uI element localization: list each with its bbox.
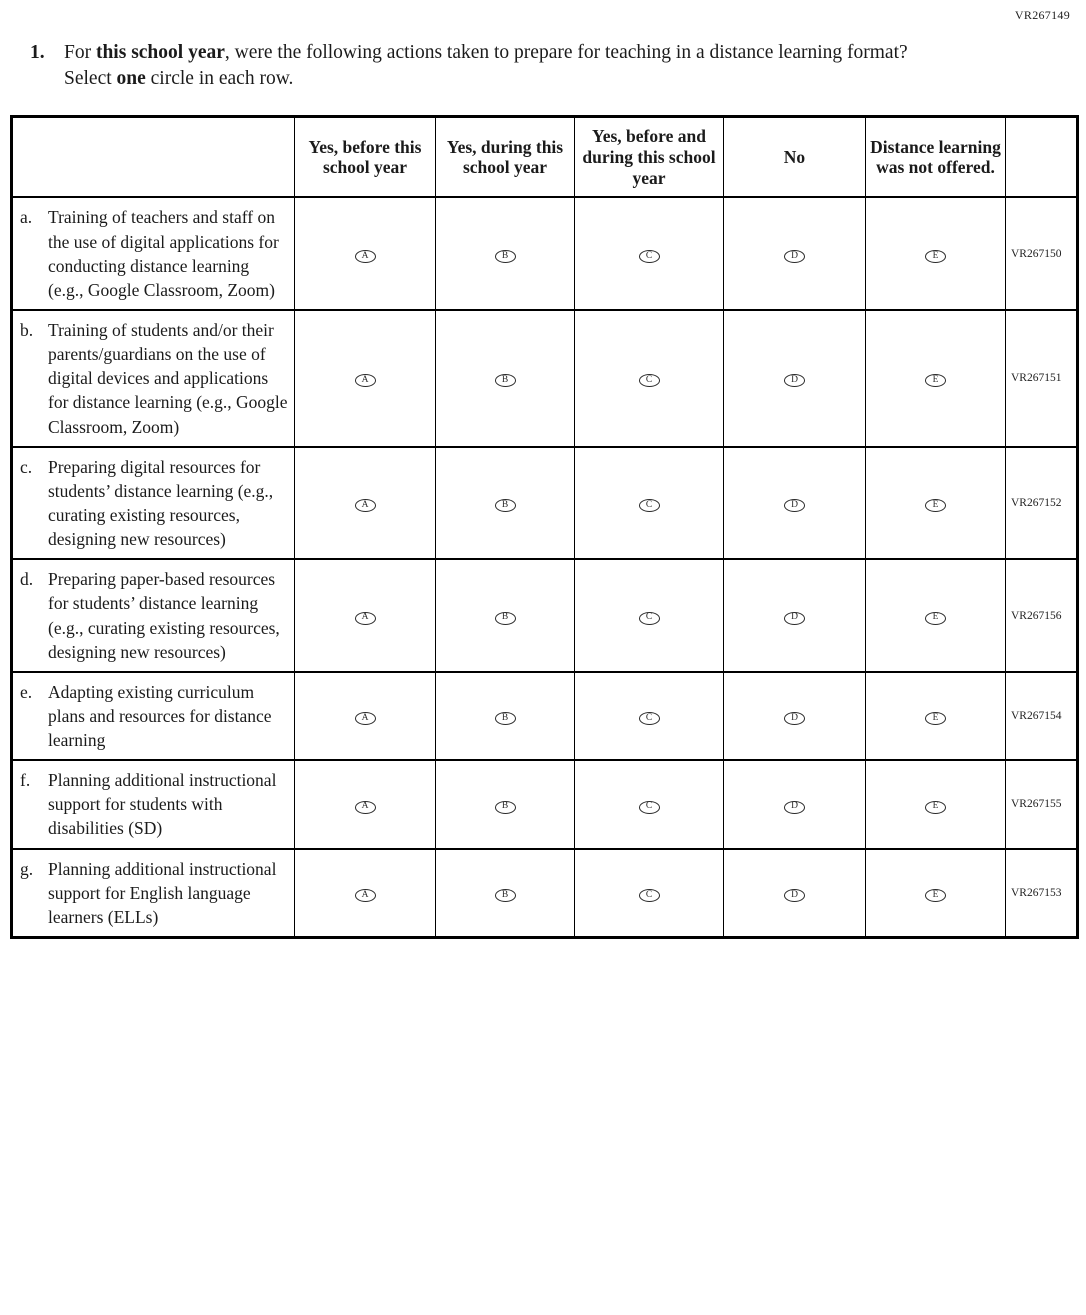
option-bubble-c[interactable]: C [639, 374, 660, 387]
option-cell-d [724, 760, 866, 848]
header-col-yes-before-and-during: Yes, before and during this school year [575, 117, 724, 197]
table-row-g [12, 849, 1078, 938]
option-cell-a [295, 849, 436, 938]
header-blank [12, 117, 295, 197]
option-bubble-e[interactable]: E [925, 612, 946, 625]
option-bubble-a[interactable]: A [355, 712, 376, 725]
option-bubble-d[interactable]: D [784, 889, 805, 902]
header-row [12, 117, 1078, 197]
option-cell-e [866, 197, 1006, 310]
row-text: Preparing paper-based resources for students’ distance learning (e.g., curating existing resources, designing new resources) [48, 569, 280, 662]
option-bubble-c[interactable]: C [639, 889, 660, 902]
option-cell-c [575, 849, 724, 938]
option-bubble-b[interactable]: B [495, 889, 516, 902]
question-1 [0, 0, 1086, 91]
vr-code-cell: VR267151 [1006, 310, 1078, 447]
option-cell-c [575, 672, 724, 760]
option-cell-a [295, 310, 436, 447]
option-bubble-e[interactable]: E [925, 250, 946, 263]
vr-code-cell: VR267156 [1006, 559, 1078, 672]
vr-code-cell: VR267153 [1006, 849, 1078, 938]
row-text: Training of students and/or their parents/guardians on the use of digital devices and applications for distance learning (e.g., Google Classroom, Zoom) [48, 319, 288, 437]
header-col-not-offered: Distance learning was not offered. [866, 117, 1006, 197]
question-text [64, 40, 912, 91]
option-bubble-a[interactable]: A [355, 612, 376, 625]
header-col-yes-before: Yes, before this school year [295, 117, 436, 197]
row-letter: f. [20, 770, 31, 791]
option-bubble-b[interactable]: B [495, 712, 516, 725]
option-cell-b [436, 197, 575, 310]
option-cell-d [724, 559, 866, 672]
option-bubble-c[interactable]: C [639, 250, 660, 263]
table-row-c [12, 447, 1078, 560]
row-label-cell [12, 197, 295, 310]
option-cell-a [295, 559, 436, 672]
option-cell-c [575, 559, 724, 672]
option-bubble-d[interactable]: D [784, 612, 805, 625]
option-cell-a [295, 672, 436, 760]
option-bubble-e[interactable]: E [925, 889, 946, 902]
option-bubble-a[interactable]: A [355, 374, 376, 387]
option-cell-d [724, 447, 866, 560]
option-cell-e [866, 310, 1006, 447]
option-cell-c [575, 447, 724, 560]
option-cell-e [866, 672, 1006, 760]
table-row-d [12, 559, 1078, 672]
row-letter: c. [20, 456, 33, 477]
option-bubble-a[interactable]: A [355, 889, 376, 902]
option-bubble-b[interactable]: B [495, 499, 516, 512]
option-cell-c [575, 760, 724, 848]
row-letter: e. [20, 681, 33, 702]
option-bubble-e[interactable]: E [925, 499, 946, 512]
vr-code-cell: VR267150 [1006, 197, 1078, 310]
row-text: Adapting existing curriculum plans and resources for distance learning [48, 681, 272, 751]
option-cell-d [724, 197, 866, 310]
header-col-yes-during: Yes, during this school year [436, 117, 575, 197]
option-bubble-d[interactable]: D [784, 801, 805, 814]
option-cell-e [866, 447, 1006, 560]
option-bubble-c[interactable]: C [639, 612, 660, 625]
question-bold-this-school-year: this school year [95, 42, 225, 63]
row-letter: g. [20, 858, 34, 879]
option-bubble-a[interactable]: A [355, 250, 376, 263]
response-grid [10, 115, 1079, 939]
vr-code-cell: VR267154 [1006, 672, 1078, 760]
option-cell-d [724, 849, 866, 938]
option-cell-e [866, 559, 1006, 672]
option-bubble-a[interactable]: A [355, 499, 376, 512]
option-bubble-b[interactable]: B [495, 801, 516, 814]
row-label-cell [12, 310, 295, 447]
option-cell-d [724, 310, 866, 447]
option-cell-c [575, 197, 724, 310]
option-bubble-b[interactable]: B [495, 612, 516, 625]
row-text: Preparing digital resources for students’ distance learning (e.g., curating existing resources, designing new resources) [48, 456, 274, 550]
vr-code-cell: VR267152 [1006, 447, 1078, 560]
option-cell-a [295, 197, 436, 310]
option-cell-e [866, 849, 1006, 938]
option-cell-d [724, 672, 866, 760]
option-cell-b [436, 310, 575, 447]
row-text: Planning additional instructional support for students with disabilities (SD) [48, 770, 277, 839]
question-text-part1: For [64, 42, 96, 63]
option-cell-b [436, 760, 575, 848]
option-bubble-c[interactable]: C [639, 499, 660, 512]
row-label-cell [12, 447, 295, 560]
row-text: Training of teachers and staff on the use of digital applications for conducting distance learning (e.g., Google Classroom, Zoom) [48, 207, 279, 300]
option-bubble-d[interactable]: D [784, 499, 805, 512]
option-bubble-b[interactable]: B [495, 250, 516, 263]
row-letter: b. [20, 319, 34, 340]
option-cell-c [575, 310, 724, 447]
option-cell-a [295, 447, 436, 560]
question-text-part2: , were the following actions taken to prepare for teaching in a distance learning format? Select [64, 42, 908, 89]
row-label-cell [12, 849, 295, 938]
table-row-e [12, 672, 1078, 760]
option-bubble-d[interactable]: D [784, 712, 805, 725]
option-cell-b [436, 849, 575, 938]
option-bubble-d[interactable]: D [784, 374, 805, 387]
header-col-no: No [724, 117, 866, 197]
row-text: Planning additional instructional support for English language learners (ELLs) [48, 858, 277, 927]
row-label-cell [12, 760, 295, 848]
option-bubble-e[interactable]: E [925, 374, 946, 387]
question-bold-one: one [116, 67, 146, 89]
row-letter: a. [20, 207, 33, 228]
row-label-cell [12, 559, 295, 672]
vr-code-cell: VR267155 [1006, 760, 1078, 848]
page-code: VR267149 [1014, 8, 1070, 22]
option-bubble-a[interactable]: A [355, 801, 376, 814]
table-row-f [12, 760, 1078, 848]
question-number: 1. [30, 42, 45, 63]
option-cell-b [436, 559, 575, 672]
question-text-part3: circle in each row. [145, 67, 294, 89]
option-bubble-e[interactable]: E [925, 712, 946, 725]
header-code-blank [1006, 117, 1078, 197]
option-bubble-c[interactable]: C [639, 712, 660, 725]
option-bubble-c[interactable]: C [639, 801, 660, 814]
option-cell-a [295, 760, 436, 848]
option-cell-b [436, 672, 575, 760]
option-bubble-b[interactable]: B [495, 374, 516, 387]
option-cell-e [866, 760, 1006, 848]
option-bubble-e[interactable]: E [925, 801, 946, 814]
table-row-b [12, 310, 1078, 447]
row-letter: d. [20, 569, 34, 590]
table-row-a [12, 197, 1078, 310]
option-cell-b [436, 447, 575, 560]
row-label-cell [12, 672, 295, 760]
option-bubble-d[interactable]: D [784, 250, 805, 263]
